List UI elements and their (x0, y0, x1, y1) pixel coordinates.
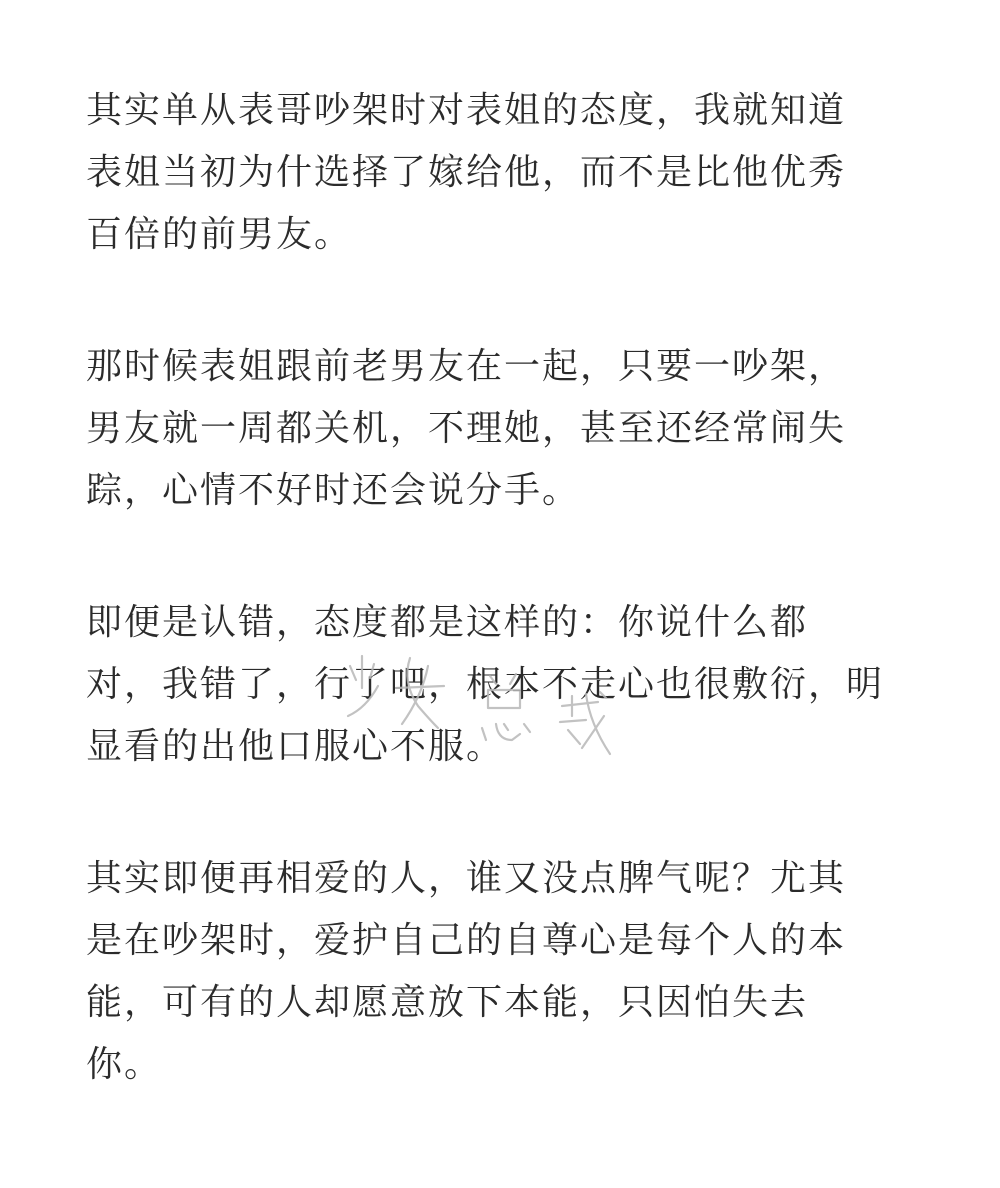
paragraph-line: 能，可有的人却愿意放下本能，只因怕失去 (86, 982, 809, 1023)
paragraph-line: 踪，心情不好时还会说分手。 (86, 470, 581, 511)
paragraph-3 (86, 592, 936, 778)
paragraph-line: 即便是认错，态度都是这样的：你说什么都 (86, 602, 809, 643)
paragraph-spacer (86, 778, 936, 848)
paragraph-2 (86, 336, 936, 522)
paragraph-line: 显看的出他口服心不服。 (86, 726, 505, 767)
paragraph-spacer (86, 522, 936, 592)
paragraph-line: 百倍的前男友。 (86, 214, 353, 255)
paragraph-line: 那时候表姐跟前老男友在一起，只要一吵架， (86, 346, 847, 387)
paragraph-line: 是在吵架时，爱护自己的自尊心是每个人的本 (86, 920, 847, 961)
paragraph-line: 对，我错了，行了吧，根本不走心也很敷衍，明 (86, 664, 885, 705)
paragraph-line: 表姐当初为什选择了嫁给他，而不是比他优秀 (86, 152, 847, 193)
paragraph-1 (86, 80, 936, 266)
paragraph-4 (86, 848, 936, 1096)
paragraph-line: 你。 (86, 1044, 163, 1085)
paragraph-line: 男友就一周都关机，不理她，甚至还经常闹失 (86, 408, 847, 449)
paragraph-line: 其实单从表哥吵架时对表姐的态度，我就知道 (86, 90, 847, 131)
article-body (86, 80, 936, 1096)
paragraph-line: 其实即便再相爱的人，谁又没点脾气呢？尤其 (86, 858, 847, 899)
paragraph-spacer (86, 266, 936, 336)
